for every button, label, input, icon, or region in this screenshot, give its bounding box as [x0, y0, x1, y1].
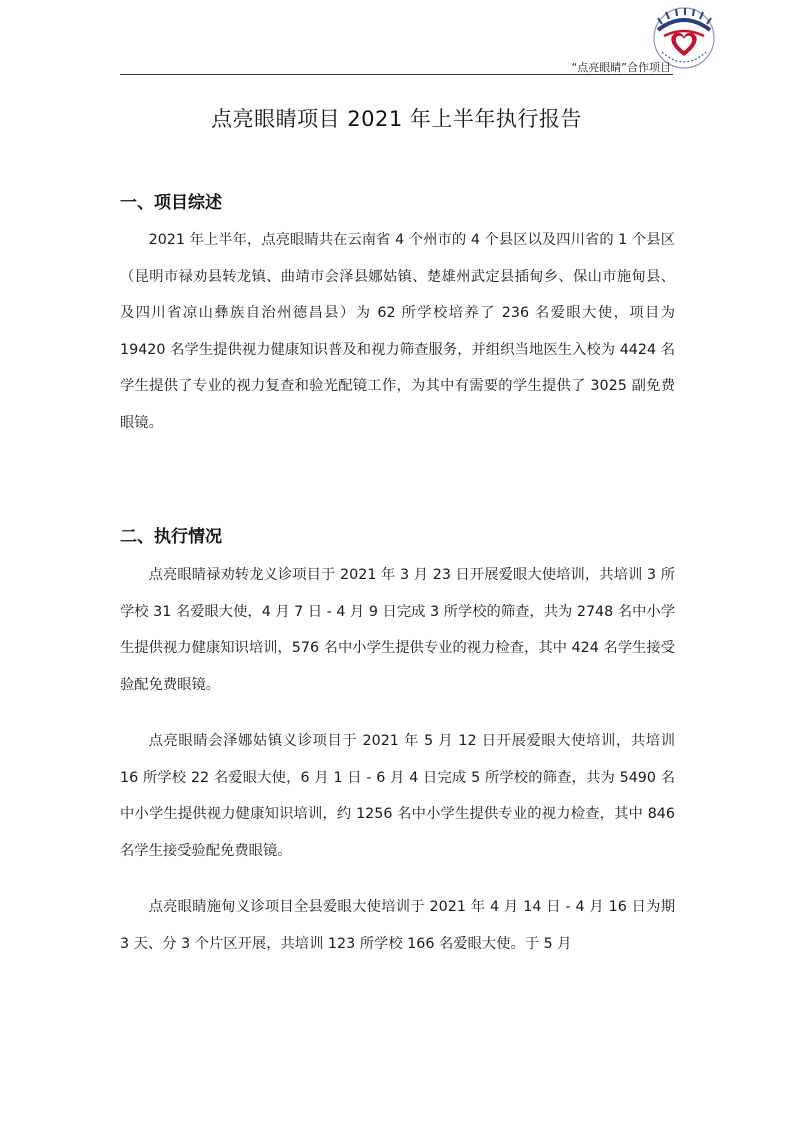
header-tagline: “点亮眼睛”合作项目 — [571, 61, 671, 74]
header-divider — [120, 74, 673, 75]
document-title: 点亮眼睛项目 2021 年上半年执行报告 — [211, 107, 582, 131]
paragraph-luquan: 点亮眼睛禄劝转龙义诊项目于 2021 年 3 月 23 日开展爱眼大使培训，共培训 3 所学校 31 名爱眼大使，4 月 7 日 - 4 月 9 日完成 3 所学校的筛查，共为 2748 名中小学生提供视力健康知识培训，576 名中小学生提供专业的视力检查，其中 424 名学生接受验配免费眼镜。 — [120, 567, 675, 693]
paragraph-huize: 点亮眼睛会泽娜姑镇义诊项目于 2021 年 5 月 12 日开展爱眼大使培训，共培训 16 所学校 22 名爱眼大使，6 月 1 日 - 6 月 4 日完成 5 所学校的筛查，共为 5490 名中小学生提供视力健康知识培训，约 1256 名中小学生提供专业的视力检查，其中 846 名学生接受验配免费眼镜。 — [120, 733, 675, 859]
paragraph-shidian: 点亮眼睛施甸义诊项目全县爱眼大使培训于 2021 年 4 月 14 日 - 4 月 16 日为期 3 天、分 3 个片区开展，共培训 123 所学校 166 名爱眼大使。于 5 月 — [120, 899, 675, 952]
section-heading-execution: 二、执行情况 — [120, 527, 222, 547]
section-heading-overview: 一、项目综述 — [120, 193, 222, 213]
paragraph-overview: 2021 年上半年，点亮眼睛共在云南省 4 个州市的 4 个县区以及四川省的 1 个县区（昆明市禄劝县转龙镇、曲靖市会泽县娜姑镇、楚雄州武定县插甸乡、保山市施甸县、及四川省凉山彝族自治州德昌县）为 62 所学校培养了 236 名爱眼大使，项目为 19420 名学生提供视力健康知识普及和视力筛查服务，并组织当地医生入校为 4424 名学生提供了专业的视力复查和验光配镜工作，为其中有需要的学生提供了 3025 副免费眼镜。 — [120, 232, 675, 431]
